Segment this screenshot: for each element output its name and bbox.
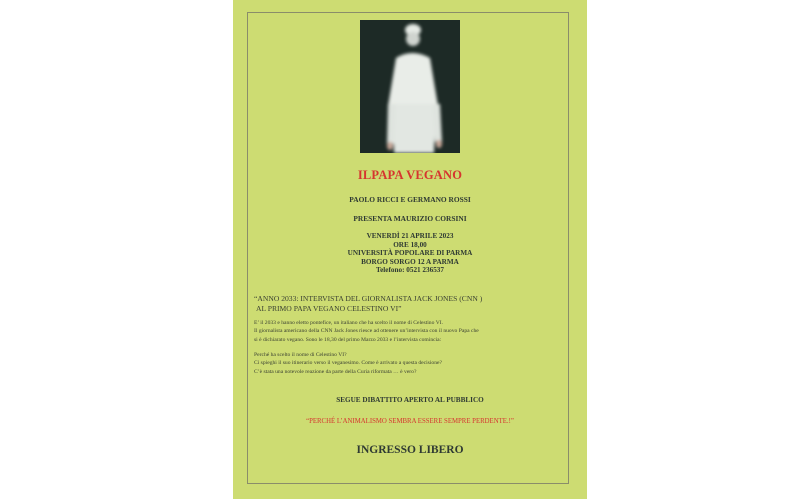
question-item: C’è stata una notevole reazione da parte della Curia riformata … è vero? <box>254 368 417 375</box>
debate-line: SEGUE DIBATTITO APERTO AL PUBBLICO <box>336 396 484 404</box>
authors-line: PAOLO RICCI E GERMANO ROSSI <box>349 195 471 204</box>
event-address: BORGO SORGO 12 A PARMA <box>361 257 459 266</box>
paragraph-line: si è dichiarato vegano. Sono le 18,30 del primo Marzo 2033 e l’intervista comincia: <box>254 336 442 343</box>
paragraph-line: Il giornalista americano della CNN Jack Jones riesce ad ottenere un’intervista con il nuovo Papa che <box>254 328 479 335</box>
interview-heading-line: “ANNO 2033: INTERVISTA DEL GIORNALISTA JACK JONES (CNN ) <box>254 294 483 303</box>
event-time: ORE 18,00 <box>393 240 427 249</box>
event-details <box>233 232 587 275</box>
presenter-line: PRESENTA MAURIZIO CORSINI <box>353 214 467 223</box>
figure-silhouette-icon <box>360 20 460 153</box>
pope-photo <box>360 20 460 153</box>
event-venue: UNIVERSITÀ POPOLARE DI PARMA <box>347 249 473 257</box>
interview-heading <box>254 294 482 314</box>
paragraph-line: E’ il 2033 e hanno eletto pontefice, un italiano che ha scelto il nome di Celestino VI. <box>254 320 443 326</box>
slogan-line: “PERCHÉ L’ANIMALISMO SEMBRA ESSERE SEMPRE PERDENTE.!” <box>306 418 514 425</box>
interview-questions <box>254 351 442 376</box>
intro-paragraph <box>254 319 479 344</box>
free-entry-label: INGRESSO LIBERO <box>356 444 464 456</box>
event-poster <box>233 0 587 499</box>
interview-heading-line: AL PRIMO PAPA VEGANO CELESTINO VI” <box>256 304 402 313</box>
event-phone: Telefono: 0521 236537 <box>375 266 444 274</box>
question-item: Ci spieghi il suo itinerario verso il veganesimo. Come è arrivato a questa decisione? <box>254 360 442 367</box>
question-item: Perché ha scelto il nome di Celestino VI? <box>254 352 347 358</box>
event-date: VENERDÌ 21 APRILE 2023 <box>366 232 454 240</box>
poster-title: ILPAPA VEGANO <box>357 168 463 182</box>
